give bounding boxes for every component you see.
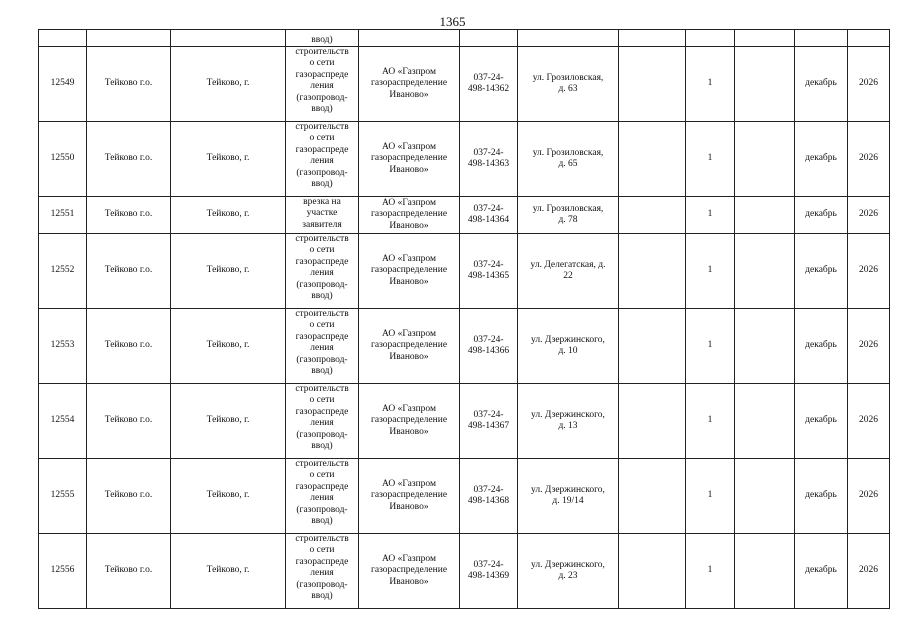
cell-month: декабрь (795, 309, 848, 384)
cell-blank (735, 234, 795, 309)
cell-year (848, 30, 890, 47)
cell-code: 037-24- 498-14367 (460, 384, 518, 459)
cell-locality: Тейково, г. (171, 197, 286, 234)
cell-locality: Тейково, г. (171, 122, 286, 197)
cell-code (460, 30, 518, 47)
cell-organization: АО «Газпром газораспределение Иваново» (359, 234, 460, 309)
table-row-continuation (39, 30, 890, 47)
cell-quantity (686, 30, 735, 47)
cell-year: 2026 (848, 384, 890, 459)
cell-work-type: строительств о сети газораспреде ления (газопровод- ввод) (286, 47, 359, 122)
cell-code: 037-24- 498-14362 (460, 47, 518, 122)
cell-year: 2026 (848, 459, 890, 534)
cell-blank (619, 47, 686, 122)
cell-address: ул. Грозиловская, д. 78 (518, 197, 619, 234)
cell-blank (735, 459, 795, 534)
cell-blank (619, 30, 686, 47)
cell-district: Тейково г.о. (87, 309, 171, 384)
cell-locality: Тейково, г. (171, 459, 286, 534)
cell-blank (735, 122, 795, 197)
cell-year: 2026 (848, 47, 890, 122)
cell-id: 12552 (39, 234, 87, 309)
cell-quantity: 1 (686, 459, 735, 534)
cell-organization: АО «Газпром газораспределение Иваново» (359, 459, 460, 534)
cell-id (39, 30, 87, 47)
cell-address: ул. Грозиловская, д. 63 (518, 47, 619, 122)
cell-work-type: строительств о сети газораспреде ления (газопровод- ввод) (286, 309, 359, 384)
cell-month: декабрь (795, 122, 848, 197)
cell-blank (619, 122, 686, 197)
page-number: 1365 (439, 14, 466, 29)
cell-code: 037-24- 498-14363 (460, 122, 518, 197)
cell-blank (735, 309, 795, 384)
cell-id: 12549 (39, 47, 87, 122)
cell-organization: АО «Газпром газораспределение Иваново» (359, 384, 460, 459)
table-row (39, 122, 890, 197)
cell-code: 037-24- 498-14369 (460, 534, 518, 609)
cell-locality: Тейково, г. (171, 309, 286, 384)
cell-district: Тейково г.о. (87, 197, 171, 234)
cell-blank (619, 197, 686, 234)
cell-work-type: врезка на участке заявителя (286, 197, 359, 234)
cell-code: 037-24- 498-14365 (460, 234, 518, 309)
cell-quantity: 1 (686, 234, 735, 309)
cell-organization: АО «Газпром газораспределение Иваново» (359, 47, 460, 122)
cell-month: декабрь (795, 534, 848, 609)
cell-year: 2026 (848, 234, 890, 309)
cell-work-type: строительств о сети газораспреде ления (газопровод- ввод) (286, 534, 359, 609)
cell-locality: Тейково, г. (171, 534, 286, 609)
cell-quantity: 1 (686, 197, 735, 234)
cell-quantity: 1 (686, 122, 735, 197)
cell-district: Тейково г.о. (87, 234, 171, 309)
cell-month: декабрь (795, 384, 848, 459)
cell-organization: АО «Газпром газораспределение Иваново» (359, 534, 460, 609)
cell-blank (619, 459, 686, 534)
cell-organization: АО «Газпром газораспределение Иваново» (359, 309, 460, 384)
cell-id: 12556 (39, 534, 87, 609)
cell-locality: Тейково, г. (171, 384, 286, 459)
cell-month: декабрь (795, 47, 848, 122)
cell-district: Тейково г.о. (87, 384, 171, 459)
cell-month: декабрь (795, 234, 848, 309)
cell-year: 2026 (848, 197, 890, 234)
cell-id: 12550 (39, 122, 87, 197)
cell-address: ул. Грозиловская, д. 65 (518, 122, 619, 197)
cell-district: Тейково г.о. (87, 534, 171, 609)
table-row (39, 47, 890, 122)
cell-year: 2026 (848, 534, 890, 609)
cell-address: ул. Делегатская, д. 22 (518, 234, 619, 309)
table-row (39, 309, 890, 384)
cell-code: 037-24- 498-14368 (460, 459, 518, 534)
cell-district: Тейково г.о. (87, 459, 171, 534)
cell-id: 12554 (39, 384, 87, 459)
cell-year: 2026 (848, 122, 890, 197)
cell-locality (171, 30, 286, 47)
cell-id: 12553 (39, 309, 87, 384)
cell-id: 12555 (39, 459, 87, 534)
cell-blank (735, 197, 795, 234)
cell-month (795, 30, 848, 47)
cell-quantity: 1 (686, 534, 735, 609)
cell-address: ул. Дзержинского, д. 19/14 (518, 459, 619, 534)
table-row (39, 197, 890, 234)
cell-organization (359, 30, 460, 47)
table-row (39, 384, 890, 459)
cell-year: 2026 (848, 309, 890, 384)
cell-organization: АО «Газпром газораспределение Иваново» (359, 122, 460, 197)
cell-code: 037-24- 498-14364 (460, 197, 518, 234)
cell-work-type: строительств о сети газораспреде ления (газопровод- ввод) (286, 122, 359, 197)
table-row (39, 534, 890, 609)
cell-district: Тейково г.о. (87, 122, 171, 197)
cell-blank (735, 534, 795, 609)
cell-locality: Тейково, г. (171, 234, 286, 309)
table-row (39, 234, 890, 309)
table-row (39, 459, 890, 534)
cell-district: Тейково г.о. (87, 47, 171, 122)
cell-blank (619, 384, 686, 459)
cell-blank (735, 47, 795, 122)
cell-month: декабрь (795, 197, 848, 234)
cell-quantity: 1 (686, 47, 735, 122)
cell-address (518, 30, 619, 47)
cell-blank (735, 384, 795, 459)
cell-id: 12551 (39, 197, 87, 234)
cell-organization: АО «Газпром газораспределение Иваново» (359, 197, 460, 234)
cell-address: ул. Дзержинского, д. 23 (518, 534, 619, 609)
cell-work-type: строительств о сети газораспреде ления (газопровод- ввод) (286, 234, 359, 309)
cell-work-type: ввод) (286, 30, 359, 47)
cell-blank (735, 30, 795, 47)
cell-district (87, 30, 171, 47)
cell-code: 037-24- 498-14366 (460, 309, 518, 384)
cell-month: декабрь (795, 459, 848, 534)
cell-quantity: 1 (686, 384, 735, 459)
cell-locality: Тейково, г. (171, 47, 286, 122)
cell-work-type: строительств о сети газораспреде ления (газопровод- ввод) (286, 459, 359, 534)
cell-work-type: строительств о сети газораспреде ления (газопровод- ввод) (286, 384, 359, 459)
cell-address: ул. Дзержинского, д. 13 (518, 384, 619, 459)
cell-blank (619, 309, 686, 384)
gas-connection-table (38, 29, 890, 609)
cell-quantity: 1 (686, 309, 735, 384)
cell-blank (619, 534, 686, 609)
cell-address: ул. Дзержинского, д. 10 (518, 309, 619, 384)
cell-blank (619, 234, 686, 309)
